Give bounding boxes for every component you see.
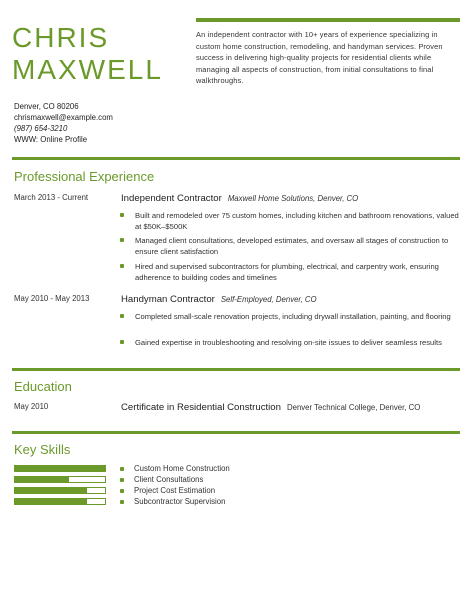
list-item: Completed small-scale renovation projects, including drywall installation, painting, and flooring bbox=[120, 311, 460, 322]
job-dates: March 2013 - Current bbox=[14, 193, 89, 202]
list-item: Managed client consultations, developed estimates, and oversaw all stages of construction to ensure client satisfaction bbox=[120, 235, 460, 257]
job-role: Independent Contractor bbox=[121, 193, 222, 204]
last-name: MAXWELL bbox=[12, 54, 163, 85]
summary-accent-bar bbox=[196, 18, 460, 22]
job-role: Handyman Contractor bbox=[121, 294, 215, 305]
bullet-icon bbox=[120, 264, 124, 268]
skill-level-fill bbox=[15, 499, 87, 504]
skill-item: Custom Home Construction bbox=[120, 464, 230, 473]
skill-level-bar bbox=[14, 465, 106, 472]
skill-level-bar bbox=[14, 476, 106, 483]
section-title-education: Education bbox=[14, 379, 72, 394]
first-name: CHRIS bbox=[12, 22, 110, 53]
bullet-icon bbox=[120, 238, 124, 242]
contact-location: Denver, CO 80206 bbox=[14, 102, 79, 111]
education-degree: Certificate in Residential Construction bbox=[121, 402, 281, 413]
job-company: Maxwell Home Solutions, Denver, CO bbox=[227, 194, 359, 203]
section-divider-skills bbox=[12, 431, 460, 434]
list-item: Built and remodeled over 75 custom homes, including kitchen and bathroom renovations, valued at $50K–$500K bbox=[120, 210, 460, 232]
job-company: Self-Employed, Denver, CO bbox=[220, 295, 317, 304]
contact-website[interactable]: WWW: Online Profile bbox=[14, 135, 88, 144]
skill-item: Subcontractor Supervision bbox=[120, 497, 225, 506]
bullet-icon bbox=[120, 500, 124, 504]
section-title-skills: Key Skills bbox=[14, 442, 71, 457]
bullet-icon bbox=[120, 478, 124, 482]
list-item: Gained expertise in troubleshooting and resolving on-site issues to deliver seamless results bbox=[120, 337, 460, 348]
job-dates: May 2010 - May 2013 bbox=[14, 294, 90, 303]
education-school: Denver Technical College, Denver, CO bbox=[286, 403, 421, 412]
job-header bbox=[121, 193, 358, 204]
skill-level-fill bbox=[15, 477, 69, 482]
section-title-experience: Professional Experience bbox=[14, 169, 155, 184]
skill-level-fill bbox=[15, 466, 105, 471]
summary-text: An independent contractor with 10+ years of experience specializing in custom home construction, remodeling, and handyman services. Proven success in delivering high-quality projects for residential clients while managing all aspects of construction, from initial consultations to final walkthroughs. bbox=[196, 30, 443, 85]
education-date: May 2010 bbox=[14, 402, 49, 411]
skill-item: Client Consultations bbox=[120, 475, 203, 484]
contact-phone: (987) 654-3210 bbox=[14, 124, 68, 133]
skill-level-bar bbox=[14, 498, 106, 505]
contact-email[interactable]: chrismaxwell@example.com bbox=[14, 113, 113, 122]
skill-level-fill bbox=[15, 488, 87, 493]
section-divider-experience bbox=[12, 157, 460, 160]
bullet-icon bbox=[120, 489, 124, 493]
education-entry bbox=[121, 402, 420, 413]
section-divider-education bbox=[12, 368, 460, 371]
list-item: Hired and supervised subcontractors for plumbing, electrical, and carpentry work, ensuring adherence to building codes and timelines bbox=[120, 261, 460, 283]
skill-level-bar bbox=[14, 487, 106, 494]
bullet-icon bbox=[120, 314, 124, 318]
bullet-icon bbox=[120, 213, 124, 217]
bullet-icon bbox=[120, 340, 124, 344]
job-header bbox=[121, 294, 317, 305]
bullet-icon bbox=[120, 467, 124, 471]
skill-item: Project Cost Estimation bbox=[120, 486, 215, 495]
